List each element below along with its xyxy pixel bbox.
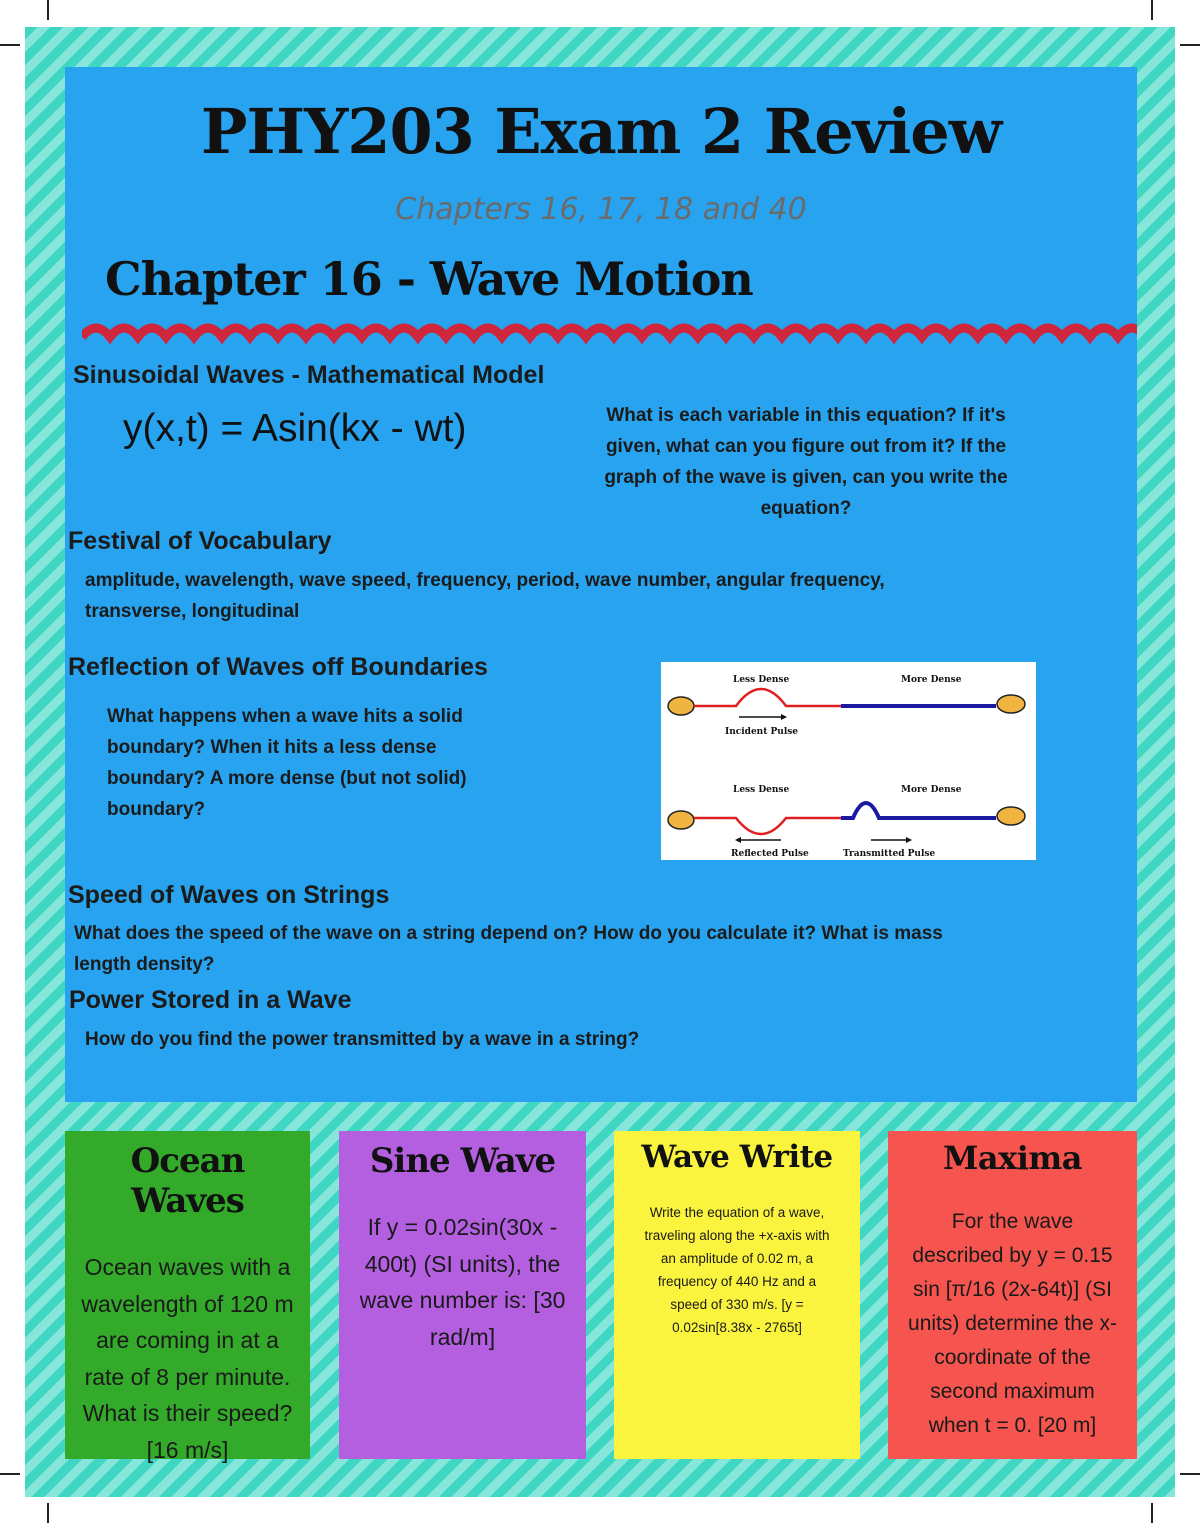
crop-mark xyxy=(47,1503,49,1523)
crop-mark xyxy=(1180,44,1200,46)
diagram-label: Transmitted Pulse xyxy=(843,849,936,859)
main-content-panel xyxy=(65,67,1137,1102)
power-question: How do you find the power transmitted by a wave in a string? xyxy=(85,1029,640,1050)
card-body: Ocean waves with a wavelength of 120 m are coming in at a rate of 8 per minute. What is their speed? [16 m/s] xyxy=(81,1254,294,1463)
section-heading-sinusoidal: Sinusoidal Waves - Mathematical Model xyxy=(73,361,545,389)
hand-icon xyxy=(997,695,1025,713)
diagram-label: Less Dense xyxy=(733,675,790,685)
diagram-label: More Dense xyxy=(901,675,962,685)
hand-icon xyxy=(997,807,1025,825)
wave-reflection-diagram xyxy=(661,662,1036,860)
hand-icon xyxy=(668,697,694,715)
card-ocean-waves xyxy=(65,1131,310,1463)
crop-mark xyxy=(47,0,49,20)
hand-icon xyxy=(668,811,694,829)
diagram-label: Less Dense xyxy=(733,785,790,795)
diagram-label: More Dense xyxy=(901,785,962,795)
crop-mark xyxy=(1180,1473,1200,1475)
diagram-label: Reflected Pulse xyxy=(731,849,809,859)
section-heading-reflection: Reflection of Waves off Boundaries xyxy=(68,653,488,681)
card-body: Write the equation of a wave, traveling along the +x-axis with an amplitude of 0.02 m, a frequency of 440 Hz and a speed of 330 m/s. [y = 0.02sin[8.38x - 2765t] xyxy=(644,1205,830,1335)
card-body: For the wave described by y = 0.15 sin [π/16 (2x-64t)] (SI units) determine the x- coordinate of the second maximum when t = 0. [20 m] xyxy=(908,1210,1117,1437)
section-heading-vocabulary: Festival of Vocabulary xyxy=(68,527,332,555)
section-heading-power: Power Stored in a Wave xyxy=(69,986,352,1014)
speed-questions: What does the speed of the wave on a string depend on? How do you calculate it? What is mass length density? xyxy=(74,923,943,975)
crop-mark xyxy=(0,44,20,46)
card-body: If y = 0.02sin(30x - 400t) (SI units), the wave number is: [30 rad/m] xyxy=(359,1214,566,1350)
crop-mark xyxy=(1151,0,1153,20)
card-title: Sine Wave xyxy=(369,1141,556,1181)
chapter-heading: Chapter 16 - Wave Motion xyxy=(105,252,753,306)
card-title: Wave Write xyxy=(641,1139,833,1175)
crop-mark xyxy=(1151,1503,1153,1523)
section-heading-speed: Speed of Waves on Strings xyxy=(68,881,390,909)
card-wave-write xyxy=(614,1131,860,1459)
sinusoidal-questions: What is each variable in this equation? If it's given, what can you figure out from it? If the graph of the wave is given, can you write the equation? xyxy=(604,405,1008,519)
diagram-label: Incident Pulse xyxy=(725,727,799,737)
vocabulary-list: amplitude, wavelength, wave speed, frequency, period, wave number, angular frequency, transverse, longitudinal xyxy=(85,570,885,622)
reflection-questions: What happens when a wave hits a solid boundary? When it hits a less dense boundary? A more dense (but not solid) boundary? xyxy=(107,706,467,820)
card-title: Maxima xyxy=(943,1139,1082,1177)
page-title: PHY203 Exam 2 Review xyxy=(200,95,1002,168)
card-sine-wave xyxy=(339,1131,586,1459)
crop-mark xyxy=(0,1473,20,1475)
wave-equation: y(x,t) = Asin(kx - wt) xyxy=(123,407,467,450)
card-maxima xyxy=(888,1131,1137,1459)
page-subtitle: Chapters 16, 17, 18 and 40 xyxy=(395,192,807,227)
wavy-divider xyxy=(82,317,1137,345)
card-title: Ocean Waves xyxy=(130,1141,245,1221)
